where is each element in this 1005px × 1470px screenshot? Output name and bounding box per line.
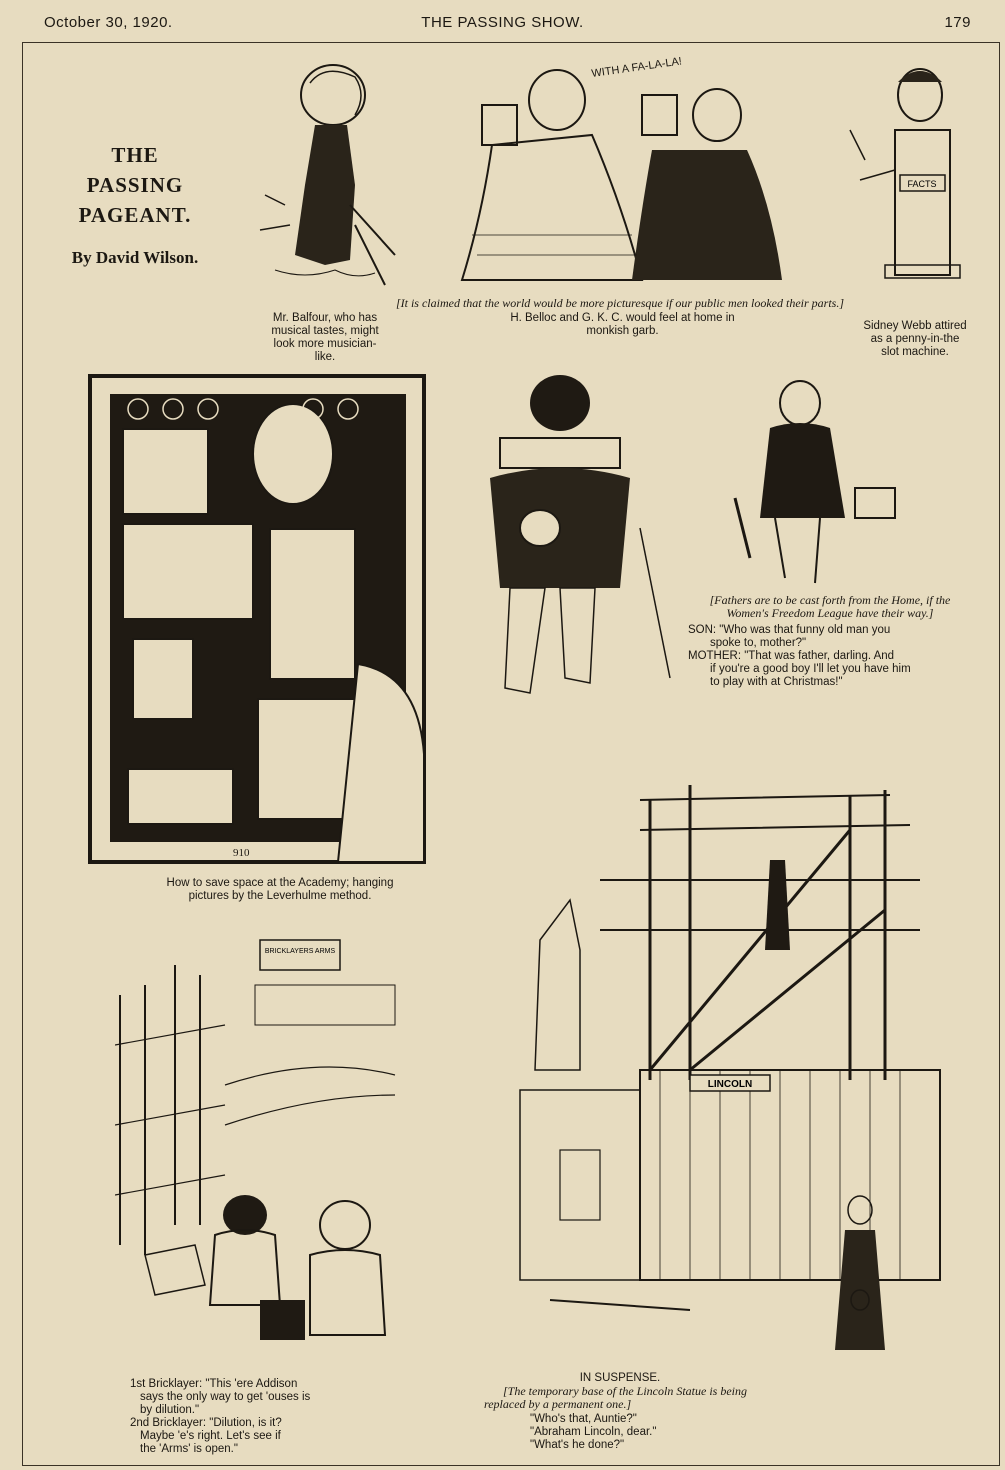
bricklayers-caption	[130, 1378, 400, 1456]
lincoln-caption-title: IN SUSPENSE.	[579, 1372, 661, 1384]
belloc-caption	[450, 312, 795, 338]
caption-line: Maybe 'e's right. Let's see if	[140, 1430, 281, 1442]
page-header	[0, 14, 1005, 38]
caption-line: 2nd Bricklayer: "Dilution, is it?	[130, 1417, 282, 1429]
page-number: 179	[944, 14, 971, 31]
fathers-dialogue	[688, 624, 978, 689]
feature-title-block	[40, 140, 230, 268]
caption-line: slot machine.	[881, 346, 949, 358]
caption-line: says the only way to get 'ouses is	[140, 1391, 311, 1403]
caption-line: pictures by the Leverhulme method.	[188, 890, 372, 902]
publication-title: THE PASSING SHOW.	[421, 14, 584, 31]
dialogue-line: if you're a good boy I'll let you have him	[710, 663, 911, 675]
caption-line: monkish garb.	[586, 325, 659, 337]
byline: By David Wilson.	[71, 248, 199, 267]
note-line: [The temporary base of the Lincoln Statue is being	[503, 1384, 747, 1398]
title-line: PASSING	[86, 173, 184, 197]
caption-line: the 'Arms' is open."	[140, 1443, 238, 1455]
sign-text: BRICKLAYERS ARMS	[264, 948, 336, 955]
note-line: [Fathers are to be cast forth from the Home, if the	[709, 593, 951, 607]
dialogue-line: spoke to, mother?"	[710, 637, 807, 649]
dialogue-line: to play with at Christmas!"	[710, 676, 843, 688]
note-line: Women's Freedom League have their way.]	[726, 606, 934, 620]
caption-line: Mr. Balfour, who has	[272, 312, 378, 324]
caption-line: look more musician-	[273, 338, 377, 350]
title-line: PAGEANT.	[78, 203, 192, 227]
dialogue-line: SON: "Who was that funny old man you	[688, 624, 891, 636]
webb-caption	[840, 320, 990, 359]
lincoln-illustration	[490, 770, 950, 1360]
caption-line: as a penny-in-the	[870, 333, 960, 345]
note-line: replaced by a permanent one.]	[484, 1397, 632, 1411]
title-line: THE	[111, 143, 159, 167]
caption-line: musical tastes, might	[271, 325, 379, 337]
machine-label: FACTS	[907, 179, 937, 189]
caption-line: 1st Bricklayer: "This 'ere Addison	[130, 1378, 298, 1390]
balfour-caption	[250, 312, 400, 364]
webb-illustration	[840, 60, 990, 290]
intro-note: [It is claimed that the world would be more picturesque if our public men looked their parts.]	[395, 296, 845, 310]
dialogue-line: MOTHER: "That was father, darling. And	[688, 650, 895, 662]
speech-text: WITH A FA-LA-LA!	[590, 55, 683, 80]
belloc-chesterton-illustration	[452, 55, 792, 290]
balfour-illustration	[255, 55, 405, 290]
dialogue-line: "What's he done?"	[530, 1439, 625, 1451]
issue-date: October 30, 1920.	[44, 14, 173, 31]
hoarding-label: LINCOLN	[707, 1079, 753, 1090]
caption-line: H. Belloc and G. K. C. would feel at home in	[510, 312, 735, 324]
dialogue-line: "Abraham Lincoln, dear."	[530, 1426, 657, 1438]
academy-illustration	[88, 374, 428, 866]
academy-caption	[130, 877, 430, 903]
bricklayers-illustration	[115, 925, 405, 1370]
caption-line: like.	[314, 351, 336, 363]
dialogue-line: "Who's that, Auntie?"	[530, 1413, 637, 1425]
lincoln-dialogue	[530, 1413, 780, 1452]
frame-label: 910	[233, 847, 250, 859]
lincoln-note	[470, 1385, 780, 1411]
fathers-note	[685, 594, 975, 620]
caption-line: How to save space at the Academy; hanging	[166, 877, 394, 889]
caption-line: Sidney Webb attired	[863, 320, 967, 332]
caption-line: by dilution."	[140, 1404, 200, 1416]
